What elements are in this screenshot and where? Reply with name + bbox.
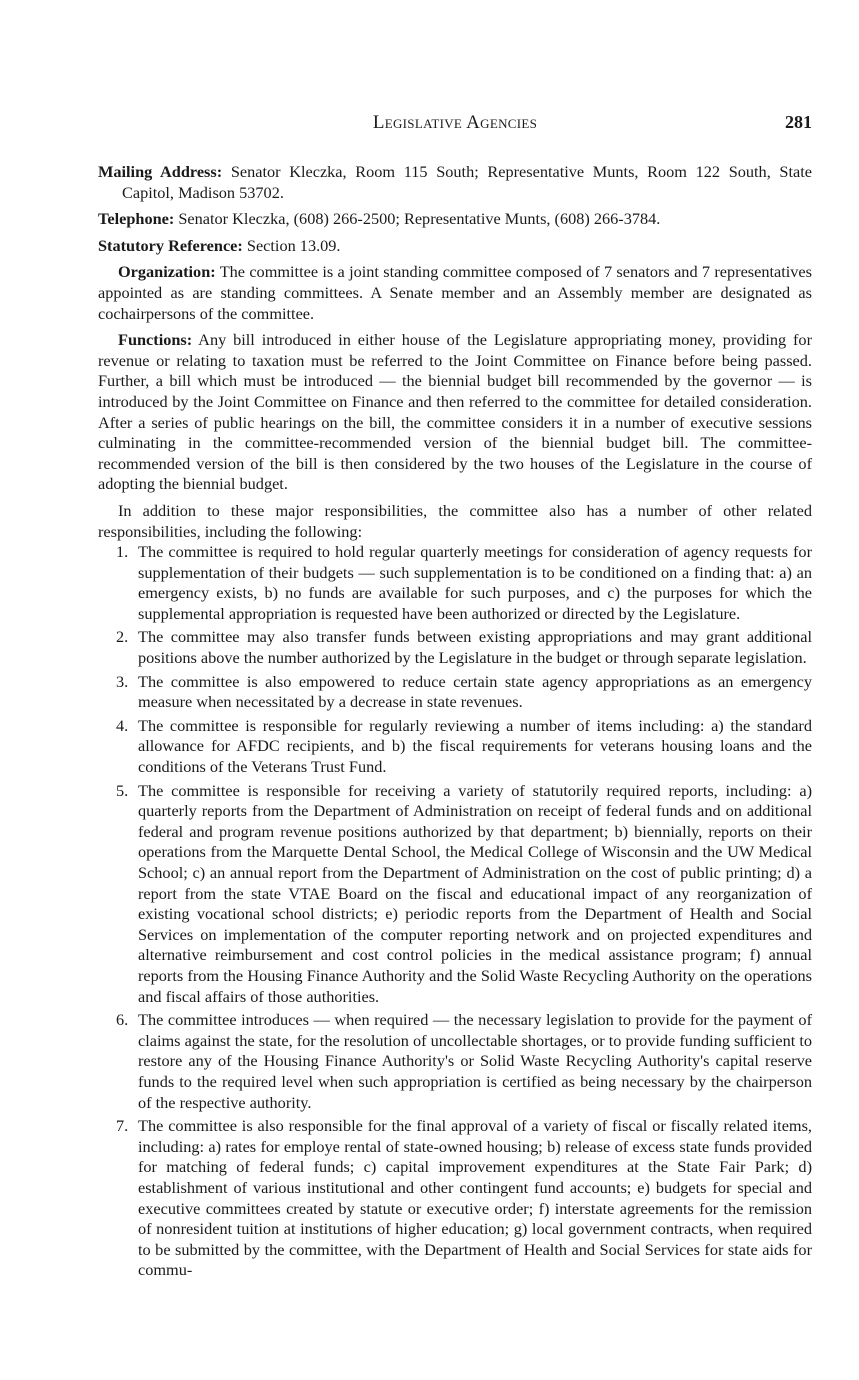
- list-item-text: The committee is also empowered to reduce certain state agency appropriations as an emergency measure when necessitated by a decrease in state revenues.: [138, 671, 812, 712]
- list-item-text: The committee may also transfer funds between existing appropriations and may grant additional positions above the number authorized by the Legislature in the budget or through separate legislation.: [138, 627, 812, 668]
- functions-paragraph: [98, 330, 812, 495]
- list-item-number: 7.: [116, 1116, 129, 1136]
- list-item-number: 4.: [116, 715, 129, 735]
- functions-label: Functions:: [118, 330, 193, 350]
- list-item-text: The committee is responsible for regularly reviewing a number of items including: a) the standard allowance for AFDC recipients, and b) the fiscal requirements for veterans housing loans and the conditions of the Veterans Trust Fund.: [138, 715, 812, 777]
- running-head: Legislative Agencies: [372, 112, 538, 133]
- list-item-text: The committee is required to hold regular quarterly meetings for consideration of agency requests for supplementation of their budgets — such supplementation is to be conditioned on a finding that: a) an emergency exists, b) no funds are available for such purposes, and c) the purposes for which the supplemental appropriation is requested have been authorized or directed by the Legislature.: [138, 542, 812, 623]
- statutory-reference-text: Section 13.09.: [242, 235, 341, 255]
- list-item: [98, 1116, 812, 1281]
- list-item: [98, 781, 812, 1008]
- list-item-number: 5.: [116, 780, 129, 800]
- list-item-text: The committee is responsible for receiving a variety of statutorily required reports, including: a) quarterly reports from the Department of Administration on receipt of federal funds and on additional federal and program revenue positions authorized by that department; b) biennially, reports on their operations from the Marquette Dental School, the Medical College of Wisconsin and the UW Medical School; c) an annual report from the Department of Administration on the cost of public printing; d) a report from the state VTAE Board on the fiscal and educational impact of any reorganization of existing vocational school districts; e) periodic reports from the Department of Health and Social Services on implementation of the computer reporting network and on projected expenditures and alternative reimbursement and cost control policies in the medical assistance program; f) annual reports from the Housing Finance Authority and the Solid Waste Recycling Authority on the operations and fiscal affairs of those authorities.: [138, 780, 812, 1006]
- list-item: [98, 542, 812, 624]
- page-number: 281: [785, 112, 812, 132]
- list-item-number: 3.: [116, 671, 129, 691]
- telephone-label: Telephone:: [98, 209, 175, 229]
- list-item: [98, 627, 812, 668]
- list-item-number: 1.: [116, 542, 129, 562]
- responsibilities-list: [98, 542, 812, 1281]
- page-header: [98, 112, 812, 138]
- list-item: [98, 672, 812, 713]
- mailing-address-text: Senator Kleczka, Room 115 South; Representative Munts, Room 122 South, State Capitol, Madison 53702.: [122, 162, 812, 202]
- list-item-text: The committee is also responsible for the final approval of a variety of fiscal or fiscally related items, including: a) rates for employe rental of state-owned housing; b) release of excess state funds provided for matching of federal funds; c) capital improvement expenditures at the State Fair Park; d) establishment of various institutional and other contingent fund accounts; e) budgets for special and executive committees created by statute or executive order; f) interstate agreements for the remission of nonresident tuition at institutions of higher education; g) local government contracts, when required to be submitted by the committee, with the Department of Health and Social Services for state aids for commu-: [138, 1116, 812, 1280]
- functions-text: Any bill introduced in either house of the Legislature appropriating money, providing for revenue or relating to taxation must be referred to the Joint Committee on Finance before being passed. Further, a bill which must be introduced — the biennial budget bill recommended by the governor — is introduced by the Joint Committee on Finance and then referred to the committee for detailed consideration. After a series of public hearings on the bill, the committee considers it in a number of executive sessions culminating in the committee-recommended version of the biennial budget bill. The committee-recommended version of the bill is then considered by the two houses of the Legislature in the course of adopting the biennial budget.: [98, 330, 812, 494]
- document-page: [98, 112, 812, 1284]
- mailing-address: [98, 162, 812, 203]
- telephone-text: Senator Kleczka, (608) 266-2500; Representative Munts, (608) 266-3784.: [174, 209, 661, 229]
- list-item: [98, 716, 812, 778]
- additional-responsibilities-intro: In addition to these major responsibilities, the committee also has a number of other related responsibilities, including the following:: [98, 500, 812, 541]
- telephone: [98, 209, 812, 230]
- list-item-text: The committee introduces — when required — the necessary legislation to provide for the payment of claims against the state, for the resolution of uncollectable shortages, or to provide funding sufficient to restore any of the Housing Finance Authority's or Solid Waste Recycling Authority's capital reserve funds to the required level when such appropriation is certified as being necessary by the chairperson of the respective authority.: [138, 1010, 812, 1112]
- list-item-number: 2.: [116, 627, 129, 647]
- statutory-reference-label: Statutory Reference:: [98, 235, 243, 255]
- organization-label: Organization:: [118, 262, 216, 282]
- organization-paragraph: [98, 262, 812, 324]
- list-item-number: 6.: [116, 1010, 129, 1030]
- organization-text: The committee is a joint standing committee composed of 7 senators and 7 representatives appointed as are standing committees. A Senate member and an Assembly member are designated as cochairpersons of the committee.: [98, 262, 812, 323]
- statutory-reference: [98, 236, 812, 257]
- list-item: [98, 1010, 812, 1113]
- mailing-address-label: Mailing Address:: [98, 162, 223, 181]
